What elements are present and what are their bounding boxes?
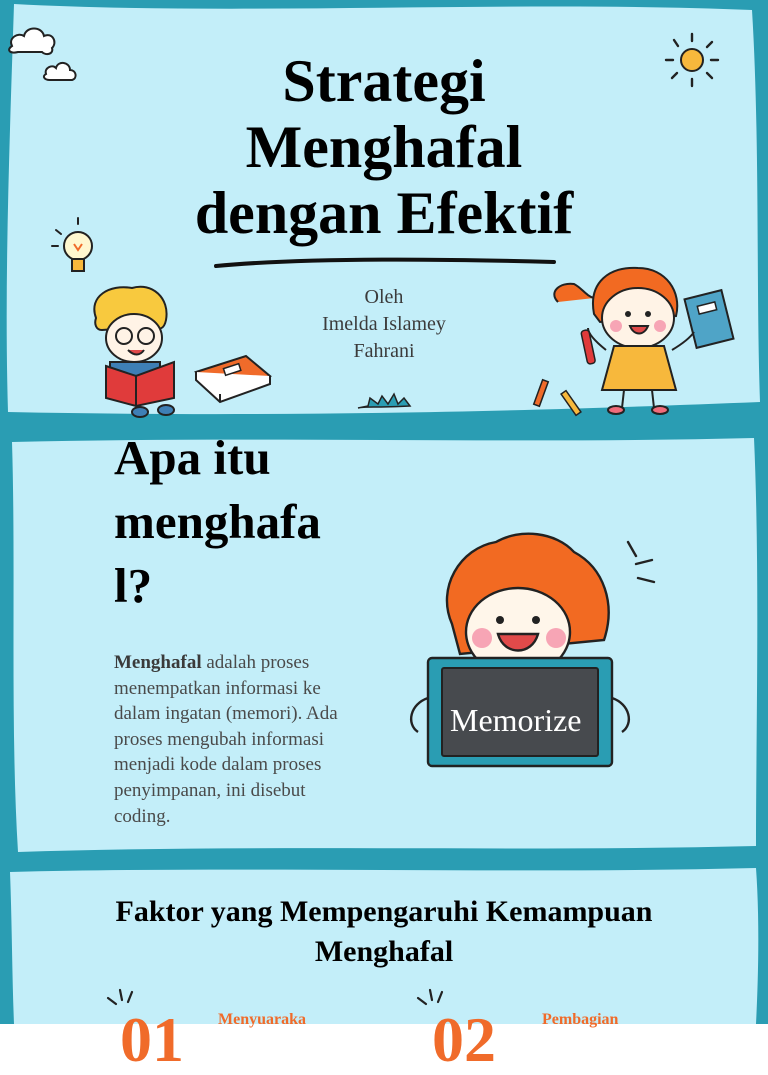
definition-paragraph: [114, 650, 364, 829]
author-block: [284, 284, 484, 365]
heading-line: l?: [114, 558, 153, 613]
books-icon: [190, 352, 276, 404]
factors-heading: [60, 892, 708, 972]
title-underline: [210, 254, 560, 274]
grass-icon: [354, 392, 414, 412]
author-line: Fahrani: [353, 340, 415, 362]
heading-line: Faktor yang Mempengaruhi Kemampuan: [115, 895, 653, 928]
heading-line: Apa itu: [114, 430, 271, 485]
factor-number: 02: [432, 1004, 496, 1075]
board-text: Memorize: [450, 702, 582, 738]
presentation-title: [100, 48, 668, 246]
title-line: Menghafal: [245, 114, 523, 180]
factor-label: Menyuaraka: [218, 1011, 306, 1028]
slide-factors: [0, 864, 768, 1075]
girl-holding-board-illustration: [400, 528, 660, 778]
author-line: Oleh: [364, 286, 404, 308]
light-bulb-icon: [44, 214, 108, 282]
heading-line: Menghafal: [314, 935, 454, 968]
pencils-icon: [530, 372, 590, 420]
boy-reading-illustration: [80, 280, 200, 420]
factor-number: 01: [120, 1004, 184, 1075]
paragraph-text: adalah proses menempatkan informasi ke dalam ingatan (memori). Ada proses mengubah informasi menjadi kode dalam proses penyimpanan, ini disebut coding.: [114, 652, 338, 827]
paragraph-keyword: Menghafal: [114, 652, 202, 673]
definition-heading: [114, 426, 364, 618]
title-line: Strategi: [282, 48, 486, 114]
factor-label: Pembagian: [542, 1011, 619, 1028]
author-line: Imelda Islamey: [322, 313, 446, 335]
heading-line: menghafa: [114, 494, 321, 549]
cloud-icon: [4, 22, 84, 88]
slide-definition: [0, 432, 768, 864]
title-line: dengan Efektif: [194, 180, 574, 246]
slide-title: [0, 0, 768, 432]
